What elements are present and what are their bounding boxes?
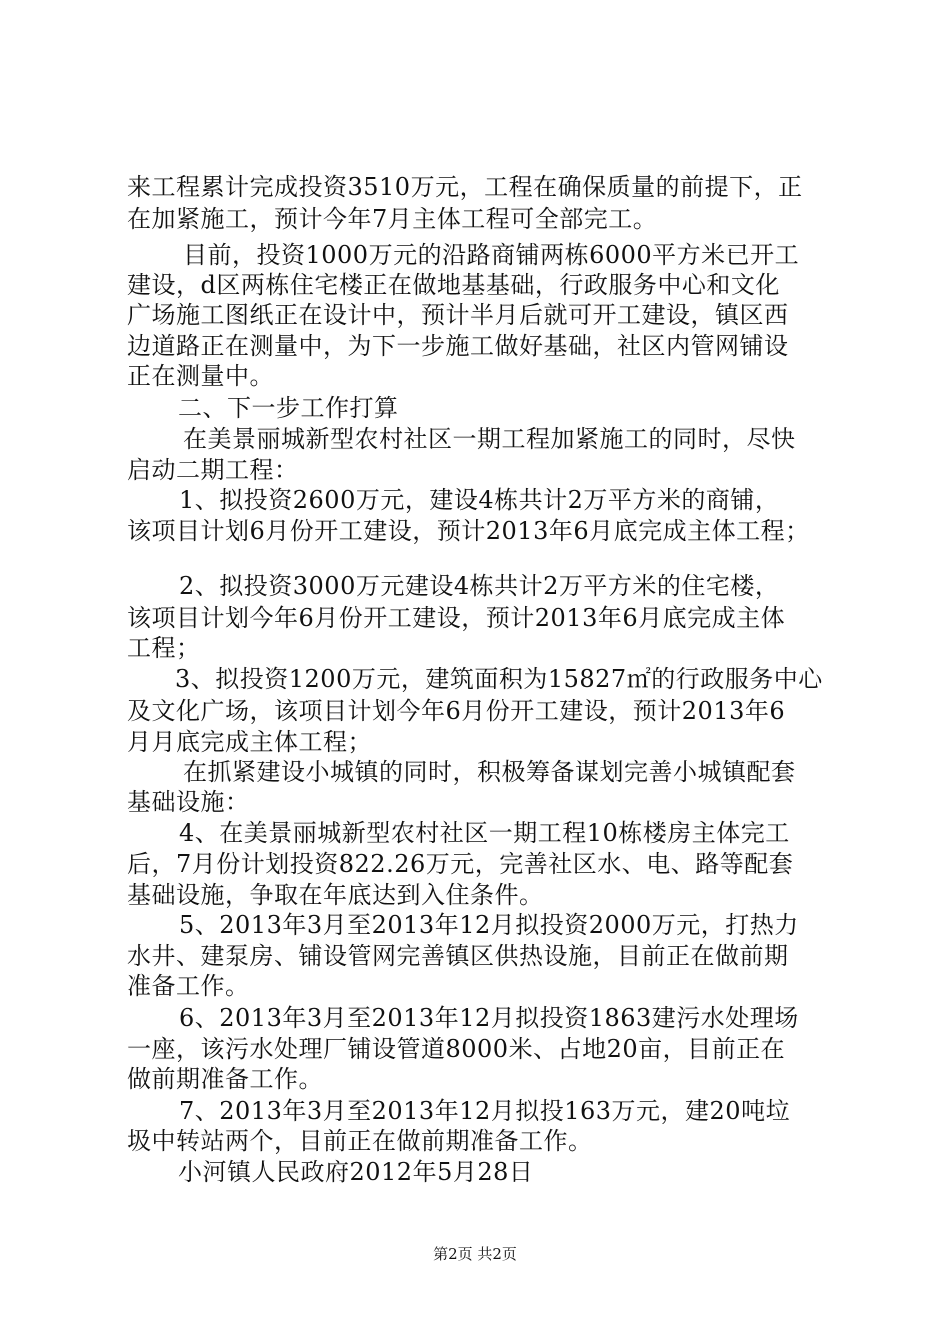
text-line: 该项目计划今年6月份开工建设，预计2013年6月底完成主体 <box>127 604 786 632</box>
text-line: 圾中转站两个，目前正在做前期准备工作。 <box>127 1127 593 1155</box>
text-line: 基础设施： <box>127 788 250 816</box>
list-item-4: 4、在美景丽城新型农村社区一期工程10栋楼房主体完工 <box>179 819 790 847</box>
section-heading: 二、下一步工作打算 <box>178 394 399 422</box>
text-line: 边道路正在测量中，为下一步施工做好基础，社区内管网铺设 <box>127 332 789 360</box>
text-line: 工程； <box>127 634 201 662</box>
text-line: 目前，投资1000万元的沿路商铺两栋6000平方米已开工 <box>183 241 800 269</box>
text-line: 广场施工图纸正在设计中，预计半月后就可开工建设，镇区西 <box>127 301 789 329</box>
text-line: 及文化广场，该项目计划今年6月份开工建设，预计2013年6 <box>127 697 786 725</box>
list-item-5: 5、2013年3月至2013年12月拟投资2000万元，打热力 <box>179 911 799 939</box>
page-footer <box>0 1244 950 1264</box>
text-line: 基础设施，争取在年底达到入住条件。 <box>127 881 544 909</box>
signature-date-line: 小河镇人民政府2012年5月28日 <box>178 1158 534 1186</box>
text-line: 来工程累计完成投资3510万元，工程在确保质量的前提下，正 <box>127 173 803 201</box>
text-line: 在美景丽城新型农村社区一期工程加紧施工的同时，尽快 <box>183 425 796 453</box>
list-item-3: 3、拟投资1200万元，建筑面积为15827㎡的行政服务中心 <box>175 665 823 693</box>
text-line: 后，7月份计划投资822.26万元，完善社区水、电、路等配套 <box>127 850 794 878</box>
text-line: 月月底完成主体工程； <box>127 728 372 756</box>
text-line: 该项目计划6月份开工建设，预计2013年6月底完成主体工程； <box>127 517 810 545</box>
text-line: 在加紧施工，预计今年7月主体工程可全部完工。 <box>127 205 658 233</box>
text-line: 建设，d区两栋住宅楼正在做地基基础，行政服务中心和文化 <box>127 271 780 299</box>
text-line: 在抓紧建设小城镇的同时，积极筹备谋划完善小城镇配套 <box>183 758 796 786</box>
text-line: 准备工作。 <box>127 972 250 1000</box>
text-line: 做前期准备工作。 <box>127 1065 323 1093</box>
text-line: 一座，该污水处理厂铺设管道8000米、占地20亩，目前正在 <box>127 1035 786 1063</box>
list-item-6: 6、2013年3月至2013年12月拟投资1863建污水处理场 <box>179 1004 799 1032</box>
text-line: 水井、建泵房、铺设管网完善镇区供热设施，目前正在做前期 <box>127 942 789 970</box>
list-item-2: 2、拟投资3000万元建设4栋共计2万平方米的住宅楼， <box>179 572 780 600</box>
text-line: 正在测量中。 <box>127 362 274 390</box>
page-number: 第2页 共2页 <box>433 1245 517 1263</box>
text-line: 启动二期工程： <box>127 456 299 484</box>
list-item-7: 7、2013年3月至2013年12月拟投163万元，建20吨垃 <box>179 1097 791 1125</box>
list-item-1: 1、拟投资2600万元，建设4栋共计2万平方米的商铺， <box>179 486 780 514</box>
